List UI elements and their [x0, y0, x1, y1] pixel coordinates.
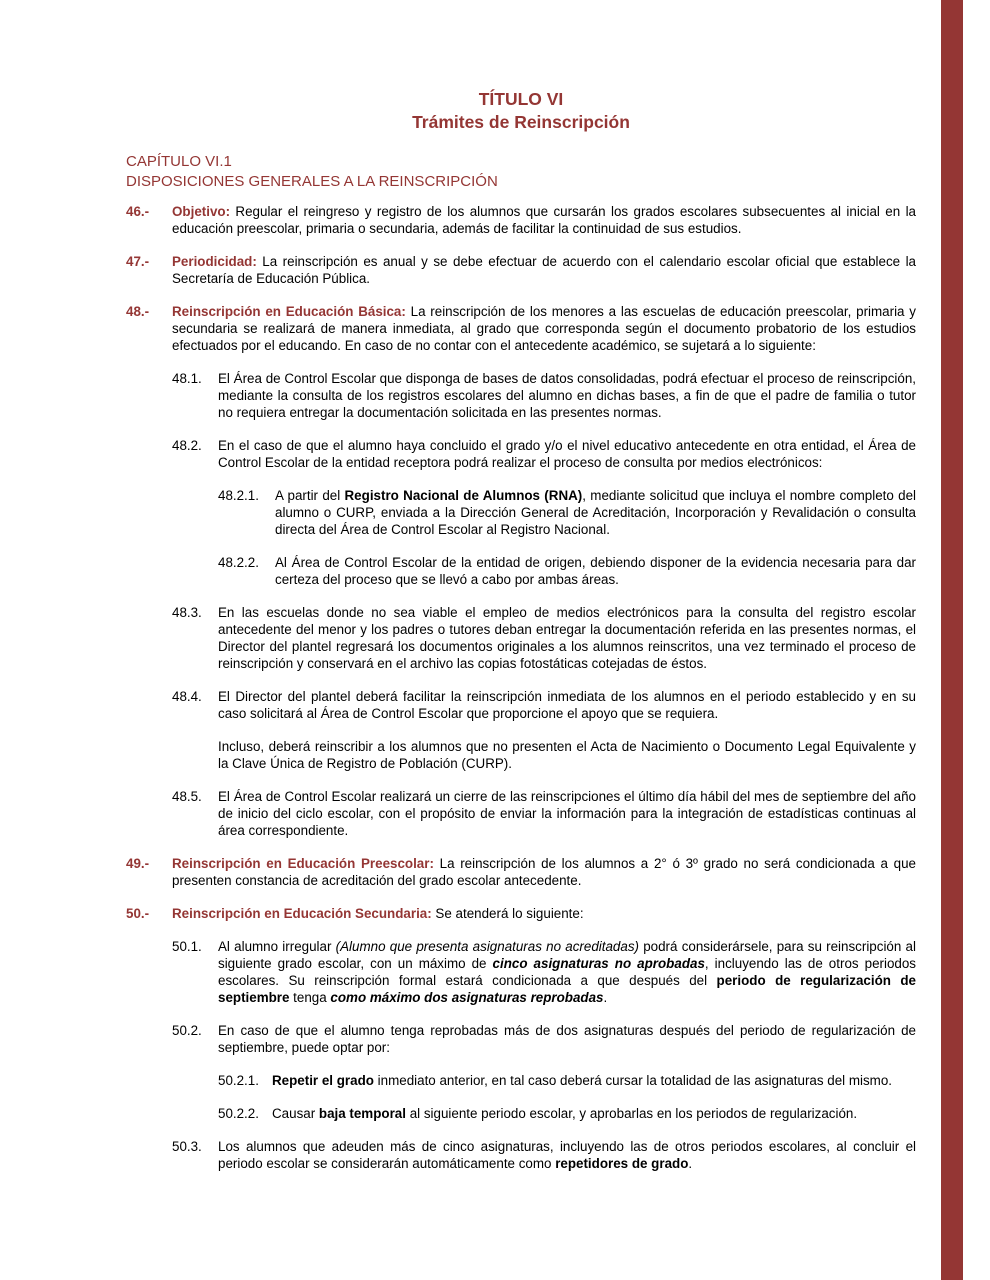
article-number: 49.- — [126, 856, 150, 871]
subsection-text: tenga — [289, 990, 331, 1005]
subsection-number: 50.2. — [172, 1023, 202, 1038]
chapter-title: DISPOSICIONES GENERALES A LA REINSCRIPCIÓN — [126, 172, 498, 190]
subsection-text: En caso de que el alumno tenga reprobadas más de dos asignaturas después del periodo de regularización de septiembre, puede optar por: — [218, 1023, 916, 1055]
article-heading: Reinscripción en Educación Básica: — [172, 304, 406, 319]
subsection-number: 48.3. — [172, 605, 202, 620]
chapter-number: CAPÍTULO VI.1 — [126, 153, 232, 170]
repeat-grade-highlight: Repetir el grado — [272, 1073, 374, 1088]
repeaters-highlight: repetidores de grado — [555, 1156, 689, 1171]
article-heading: Objetivo: — [172, 204, 231, 219]
subsection-text: El Director del plantel deberá facilitar la reinscripción inmediata de los alumnos en el periodo establecido y en su caso solicitará al Área de Control Escolar que proporcione el apoyo que se requiera. — [218, 689, 916, 721]
subsection-50-2-2 — [126, 1105, 916, 1122]
article-text: La reinscripción de los alumnos a 2° ó 3º grado no será condicionada a que presenten constancia de acreditación del grado escolar antecedente. — [172, 856, 916, 888]
article-heading: Reinscripción en Educación Preescolar: — [172, 856, 434, 871]
subsection-text: al siguiente periodo escolar, y aprobarlas en los periodos de regularización. — [405, 1106, 858, 1121]
title-name: Trámites de Reinscripción — [412, 112, 630, 132]
subsection-text: A partir del — [275, 488, 345, 503]
subsection-text: Los alumnos que adeuden más de cinco asignaturas, incluyendo las de otros periodos escolares, al concluir el periodo escolar se considerarán automáticamente como — [218, 1139, 916, 1171]
subsection-number: 50.1. — [172, 939, 202, 954]
article-text: Se atenderá lo siguiente: — [431, 906, 584, 921]
subsection-50-1 — [126, 938, 916, 1006]
subsection-text: El Área de Control Escolar realizará un cierre de las reinscripciones el último día hábil del mes de septiembre del año de inicio del ciclo escolar, con el propósito de enviar la información para la integración de estadísticas continuas al área correspondiente. — [218, 789, 916, 838]
subsection-number: 50.2.2. — [218, 1106, 259, 1121]
subsection-number: 48.2.1. — [218, 488, 259, 503]
rna-highlight: Registro Nacional de Alumnos (RNA) — [344, 488, 583, 503]
chapter-heading — [126, 152, 916, 191]
subsection-48-2-1 — [126, 487, 916, 538]
max-five-highlight: cinco asignaturas no aprobadas — [492, 956, 705, 971]
article-text: Regular el reingreso y registro de los alumnos que cursarán los grados escolares subsecuentes al inicial en la educación preescolar, primaria o secundaria, además de facilitar la continuidad de sus estudios. — [172, 204, 916, 236]
article-text: La reinscripción es anual y se debe efectuar de acuerdo con el calendario escolar oficial que establece la Secretaría de Educación Pública. — [172, 254, 916, 286]
subsection-number: 48.1. — [172, 371, 202, 386]
title-number: TÍTULO VI — [478, 89, 564, 109]
document-page — [126, 88, 916, 1188]
article-number: 47.- — [126, 254, 150, 269]
subsection-number: 50.2.1. — [218, 1073, 259, 1088]
article-number: 48.- — [126, 304, 150, 319]
article-text: La reinscripción de los menores a las escuelas de educación preescolar, primaria y secundaria se realizará de manera inmediata, al grado que corresponda según el documento probatorio de los estudios efectuados por el educando. En caso de no contar con el antecedente académico, se sujetará a lo siguiente: — [172, 304, 916, 353]
subsection-48-2 — [126, 437, 916, 471]
subsection-50-3 — [126, 1138, 916, 1172]
subsection-48-1 — [126, 370, 916, 421]
max-two-highlight: como máximo dos asignaturas reprobadas — [330, 990, 604, 1005]
subsection-48-2-2 — [126, 554, 916, 588]
article-47 — [126, 253, 916, 287]
subsection-text: inmediato anterior, en tal caso deberá cursar la totalidad de las asignaturas del mismo. — [373, 1073, 893, 1088]
subsection-48-5 — [126, 788, 916, 839]
subsection-text: Causar — [272, 1106, 319, 1121]
subsection-50-2-1 — [126, 1072, 916, 1089]
subsection-text: , mediante solicitud que incluya el nombre completo del alumno o CURP, enviada a la Dirección General de Acreditación, Incorporación y Revalidación o consulta directa del Área de Control Escolar al Registro Nacional. — [275, 488, 916, 537]
subsection-48-4-extra: Incluso, deberá reinscribir a los alumnos que no presenten el Acta de Nacimiento o Documento Legal Equivalente y la Clave Única de Registro de Población (CURP). — [218, 739, 916, 771]
subsection-number: 48.2. — [172, 438, 202, 453]
subsection-number: 48.5. — [172, 789, 202, 804]
subsection-48-3 — [126, 604, 916, 672]
subsection-text: En las escuelas donde no sea viable el empleo de medios electrónicos para la consulta del registro escolar antecedente del menor y los padres o tutores deban entregar la documentación referida en las presentes normas, el Director del plantel regresará los documentos originales a los alumnos reinscritos, una vez terminado el proceso de reinscripción y conservará en el archivo las copias fotostáticas cotejadas de éstos. — [218, 605, 916, 671]
article-number: 46.- — [126, 204, 150, 219]
article-heading: Reinscripción en Educación Secundaria: — [172, 906, 432, 921]
subsection-text: podrá considerársele, para su reinscripción al siguiente grado escolar, con un máximo de — [218, 939, 916, 971]
subsection-number: 50.3. — [172, 1139, 202, 1154]
article-number: 50.- — [126, 906, 150, 921]
subsection-50-2 — [126, 1022, 916, 1056]
subsection-text: Al alumno irregular — [218, 939, 336, 954]
subsection-text: Al Área de Control Escolar de la entidad de origen, debiendo disponer de la evidencia necesaria para dar certeza del proceso que se llevó a cabo por ambas áreas. — [275, 555, 916, 587]
article-49 — [126, 855, 916, 889]
page-side-bar — [941, 0, 963, 1280]
temporary-leave-highlight: baja temporal — [318, 1106, 406, 1121]
irregular-definition: (Alumno que presenta asignaturas no acreditadas) — [335, 939, 639, 954]
subsection-text: . — [603, 990, 608, 1005]
subsection-text: El Área de Control Escolar que disponga de bases de datos consolidadas, podrá efectuar el proceso de reinscripción, mediante la consulta de los registros escolares del alumno en dichas bases, a fin de que el padre de familia o tutor no requiera entregar la documentación solicitada en las presentes normas. — [218, 371, 916, 420]
article-heading: Periodicidad: — [172, 254, 257, 269]
subsection-48-4 — [126, 688, 916, 722]
article-46 — [126, 203, 916, 237]
subsection-text: . — [688, 1156, 693, 1171]
article-50 — [126, 905, 916, 922]
subsection-number: 48.4. — [172, 689, 202, 704]
subsection-number: 48.2.2. — [218, 555, 259, 570]
article-48 — [126, 303, 916, 354]
subsection-text: En el caso de que el alumno haya concluido el grado y/o el nivel educativo antecedente en otra entidad, el Área de Control Escolar de la entidad receptora podrá realizar el proceso de consulta por medios electrónicos: — [218, 438, 916, 470]
subsection-text: , incluyendo las de otros periodos escolares. Su reinscripción formal estará condicionada a que después del — [218, 956, 916, 988]
regularization-period-highlight: periodo de regularización de septiembre — [218, 973, 916, 1005]
